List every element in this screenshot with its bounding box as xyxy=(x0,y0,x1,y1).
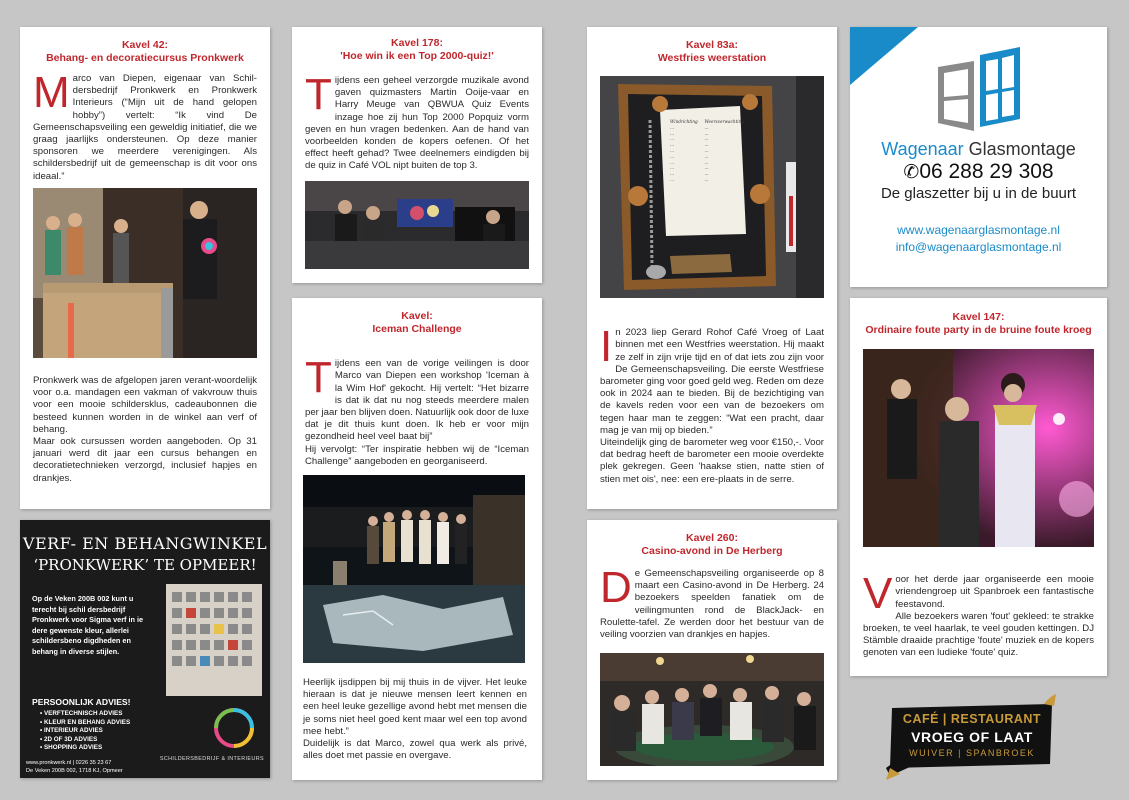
wagenaar-tagline: De glaszetter bij u in de buurt xyxy=(880,185,1077,202)
wagenaar-phone: ✆06 288 29 308 xyxy=(903,160,1054,183)
kavel-42-title: Kavel 42: xyxy=(121,39,169,51)
advice-item: • 2D OF 3D ADVIES xyxy=(40,735,98,743)
dropcap: T xyxy=(305,353,332,403)
ad-footer-1: www.pronkwerk.nl | 0226 35 23 67 xyxy=(26,760,112,766)
iceman-intro xyxy=(292,336,542,468)
ad-footer-2: De Veken 200B 002, 1718 KJ, Opmeer xyxy=(26,768,123,774)
kavel-42-text-2: Pronkwerk was de afgelopen jaren verant-woordelijk voor o.a. mandagen een vakman of vakvrouw thuis voor een mooie schildersklus, cadeaubonnen die besteed kunnen worden in de winkel aan verf of behang. Maar ook cursussen worden aangeboden. Op 31 januari werd dit jaar een cursus behangen en decoratietechnieken verzorgd, inclusief hapjes en drankjes. xyxy=(33,375,257,484)
iceman-card xyxy=(292,298,542,780)
advice-item: • VERFTECHNISCH ADVIES xyxy=(40,710,123,717)
dropcap: V xyxy=(863,569,893,619)
ice-dipping-photo xyxy=(303,475,525,663)
kavel-178-card xyxy=(292,27,542,283)
kavel-42-card xyxy=(20,27,270,509)
kavel-178-title: Kavel 178: xyxy=(391,37,443,49)
kavel-83a-subtitle: Westfries weerstation xyxy=(657,52,767,64)
iceman-text-1: ijdens een van de vorige veilingen is door Marco van Diepen een workshop 'Iceman à la Wim Hof' gekocht. Hij vertelt: “Het bizarre is dat ik dat nu nog steeds meerdere malen per jaar ben blijven doen. Natuurlijk ook door de luxe dat je dit thuis kunt doen. Ik heb er voor mijn gezondheid heel veel baat bij” Hij vervolgt: “Ter inspiratie hebben wij de “Iceman Challenge” aangeboden en georganiseerd. xyxy=(305,358,529,467)
iceman-subtitle: Iceman Challenge xyxy=(372,323,462,335)
pronkwerk-logo-mark xyxy=(206,706,260,754)
kavel-260-subtitle: Casino-avond in De Herberg xyxy=(641,545,783,557)
kavel-83a-body xyxy=(600,315,824,486)
kavel-147-title: Kavel 147: xyxy=(952,311,1005,323)
kavel-83a-card xyxy=(587,27,837,509)
advice-item: • SHOPPING ADVIES xyxy=(40,744,103,752)
cafe-line-2: VROEG OF LAAT xyxy=(911,729,1033,745)
ad-text: Op de Veken 200B 002 kunt u terecht bij schil dersbedrijf Pronkwerk voor Sigma verf in ie dere gewenste kleur, allerlei schildersbeno digdheden en behang in diverse stijlen. xyxy=(32,594,144,656)
kavel-147-subtitle: Ordinaire foute party in de bruine foute kroeg xyxy=(865,324,1092,336)
weather-station-photo xyxy=(600,76,824,298)
dropcap: D xyxy=(600,563,632,612)
cafe-vroeg-of-laat-logo xyxy=(884,694,1060,782)
logo-subtitle: SCHILDERSBEDRIJF & INTERIEURS xyxy=(159,756,264,762)
cafe-line-3: WUIVER | SPANBROEK xyxy=(909,748,1035,758)
window-logo-icon xyxy=(934,45,1024,133)
kavel-178-intro xyxy=(292,63,542,173)
kavel-42-subtitle: Behang- en decoratiecursus Pronkwerk xyxy=(46,52,244,64)
party-photo xyxy=(863,349,1094,547)
wagenaar-corner-accent xyxy=(850,27,918,85)
kavel-42-intro xyxy=(20,65,270,189)
ad-headline-1: VERF- EN BEHANGWINKEL xyxy=(22,534,268,553)
kavel-147-text: oor het derde jaar organiseerde een mooie vriendengroep uit Spanbroek een fantastische feestavond. Alle bezoekers waren 'fout' gekleed: te strakke broeken, te veel haarlak, te veel gouden kettingen. DJ Stämble draaide prachtige 'foute' muziek en de kopers genoten van een ludieke 'foute' quiz. xyxy=(863,574,1094,659)
kavel-83a-title: Kavel 83a: xyxy=(686,39,738,51)
cafe-line-1: CAFÉ | RESTAURANT xyxy=(902,712,1042,726)
advice-list xyxy=(40,710,130,753)
advice-title: PERSOONLIJK ADVIES! xyxy=(32,697,131,707)
pronkwerk-workshop-photo xyxy=(33,188,257,358)
casino-photo xyxy=(600,653,824,766)
advice-item: • KLEUR EN BEHANG ADVIES xyxy=(40,718,131,726)
paint-swatch-fan xyxy=(166,584,262,696)
wagenaar-website[interactable]: www.wagenaarglasmontage.nl xyxy=(897,223,1060,237)
iceman-title: Kavel: xyxy=(401,310,433,322)
iceman-text-2: Heerlijk ijsdippen bij mij thuis in de vijver. Het leuke hieraan is dat je nieuwe mensen leert kennen en een heel leuke gezellige avond hebt met mensen die je soms niet heel goed kent maar wel een top avond mee hebt.” Duidelijk is dat Marco, zowel qua werk als privé, alles doet met passie en overgave. xyxy=(303,677,528,762)
kavel-83a-text: n 2023 liep Gerard Rohof Café Vroeg of Laat binnen met een Westfries weerstation. Hij maakt ze zelf in zijn vrije tijd en of dat iets zou zijn voor De Gemeenschapsveiling. Die eerste Westfriese barometer ging voor goed geld weg. Reden om deze ook in 2024 aan te bieden. Bij de bezichtiging van de kavels reden voor een van de bezoekers om tegen haar man te zeggen: “Wat een pracht, daar mag je van mij op bieden.” Uiteindelijk ging de barometer weg voor €150,-. Voor dat bedrag heeft de barometer een mooie overdekte plek gekregen. Geen 'haakse stien, natte stien of stien met ois', nee: een ere-plaats in de serre. xyxy=(600,327,824,485)
dropcap: I xyxy=(600,322,613,372)
kavel-147-body xyxy=(863,562,1094,660)
dropcap: T xyxy=(305,70,332,119)
pronkwerk-ad xyxy=(20,520,270,778)
kavel-260-card xyxy=(587,520,837,780)
kavel-42-text-1: arco van Diepen, eigenaar van Schil-dersbedrijf Pronkwerk en Pronkwerk Interieurs (“Mijn uit de hand gelopen hobby”) vertelt: “Ik vind De Gemeenschapsveiling een geweldig initiatief, die we graag jaarlijks ondersteunen. Op deze manier sponsoren we meerdere verenigingen. Als schildersbedrijf uit de gemeenschap is dit voor ons ideaal.” xyxy=(33,73,257,182)
wagenaar-ad xyxy=(850,27,1107,287)
dropcap: M xyxy=(33,68,70,117)
ad-headline-2: ‘PRONKWERK’ TE OPMEER! xyxy=(33,556,257,574)
kavel-260-title: Kavel 260: xyxy=(686,532,738,544)
barometer-paper-text: Windrichting ... ... ... ... ... ... ... ... ... ... Weersverwachting ... ... ... ... ... ... ... ... ... ... xyxy=(670,119,744,182)
kavel-260-text: e Gemeenschapsveiling organiseerde op 8 maart een Casino-avond in De Herberg. 24 bezoekers speelden fanatiek om de veilingmunten rond de BlackJack- en Roulette-tafel. Ze werden door het bestuur van de veiling voorzien van drankjes en hapjes. xyxy=(600,568,824,641)
kavel-178-text: ijdens een geheel verzorgde muzikale avond gaven quizmasters Martin Ooije-vaar en Harry Meuge van QBWUA Quiz Events inzage hoe zij hun Top 2000 Popquiz vorm geven en hun vragen bedenken. Aan de hand van voorbeelden konden de kopers oefenen. Of het effect heeft gehad? Twee deelnemers eindigden bij de quiz in Café VOL nipt buiten de top 3. xyxy=(305,75,529,172)
kavel-178-subtitle: 'Hoe win ik een Top 2000-quiz!' xyxy=(340,50,494,62)
quiz-evening-photo xyxy=(305,181,529,269)
phone-icon: ✆ xyxy=(903,162,920,183)
wagenaar-name: Wagenaar Glasmontage xyxy=(881,139,1076,159)
kavel-147-card xyxy=(850,298,1107,676)
wagenaar-email[interactable]: info@wagenaarglasmontage.nl xyxy=(895,240,1062,254)
kavel-260-body xyxy=(587,558,837,641)
advice-item: • INTERIEUR ADVIES xyxy=(40,727,103,735)
